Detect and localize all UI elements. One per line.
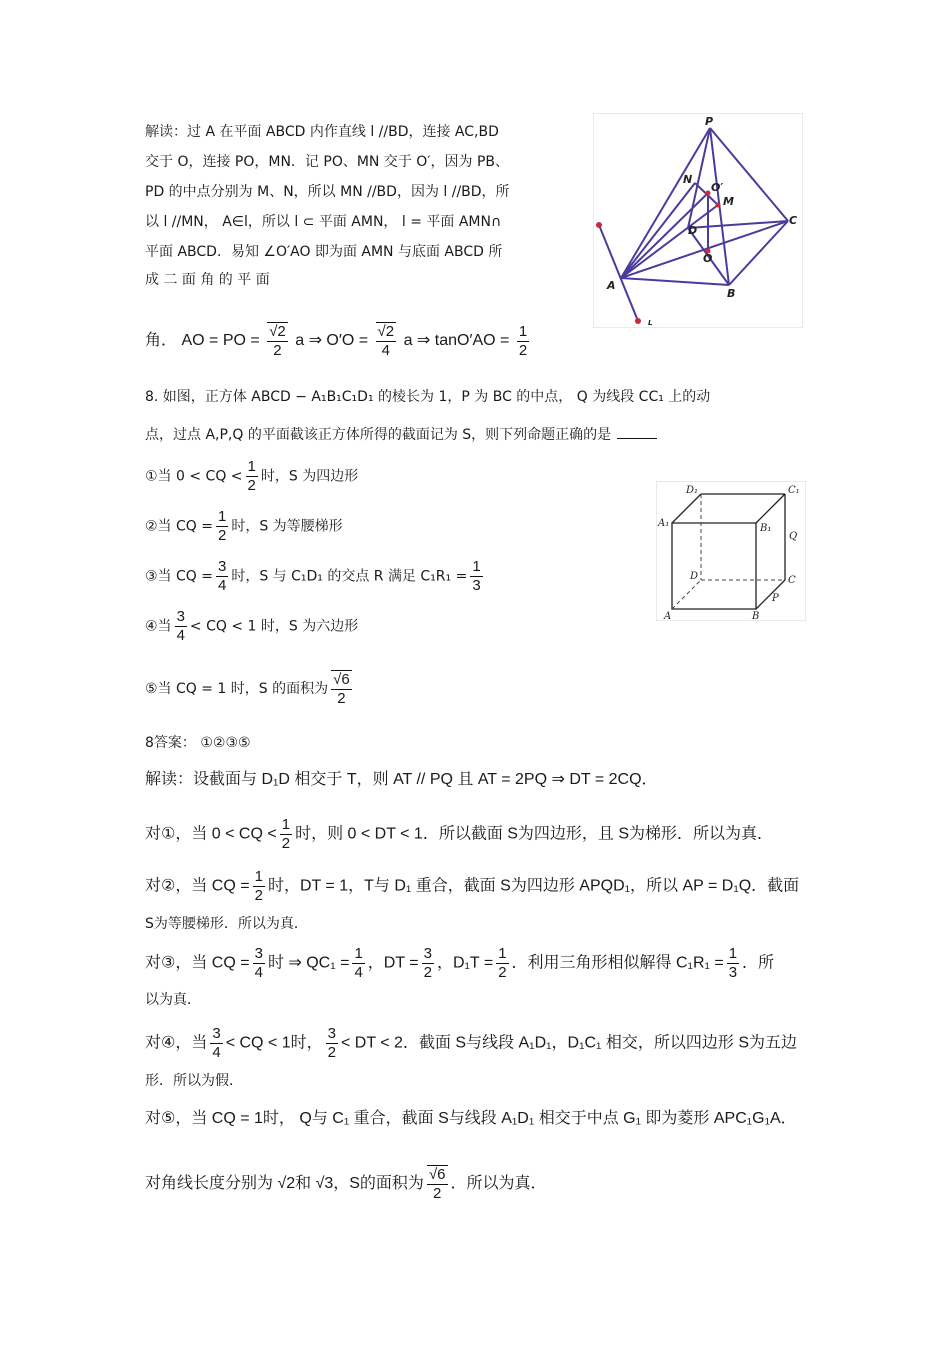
cube-figure [656,481,806,621]
text: a ⇒ O′O = [295,332,369,350]
label-C: C [789,214,798,227]
option-5 [145,670,355,708]
label-P: P [772,593,779,604]
fraction: $\frac{1}{2}$ [518,322,528,359]
label-Q: Q [789,531,798,542]
label-O-prime: O′ [711,181,724,194]
label-A1: A₁ [658,518,670,529]
label-D1: D₁ [686,485,699,496]
text: ，D₁T = [436,954,494,972]
label-A: A [664,611,672,621]
text: < CQ < 1时， [225,1034,323,1052]
text: 时，S 与 C₁D₁ 的交点 R 满足 C₁R₁ = [231,568,468,585]
fraction: $\frac{1}{4}$ [354,945,363,981]
text: 时，DT = 1，T与 D₁ 重合，截面 S为四边形 APQD₁，所以 AP = D₁Q．截面 [267,877,800,895]
text: ①当 0 < CQ < [145,468,243,485]
option-3 [145,558,486,595]
label-C: C [788,575,796,586]
text: 对②，当 CQ = [145,877,250,895]
option-1 [145,458,358,495]
fraction: $\frac{3}{4}$ [176,608,185,644]
fraction: $\frac{3}{4}$ [254,945,263,981]
text: 对③，当 CQ = [145,954,250,972]
text: ⑤当 CQ = 1 时，S 的面积为 [145,681,329,697]
pyramid-figure [593,113,803,328]
text: 时 ⇒ QC₁ = [267,954,350,972]
q8-stem-1: 8. 如图，正方体 ABCD − A₁B₁C₁D₁ 的棱长为 1，P 为 BC 的中点， Q 为线段 CC₁ 上的动 [145,389,711,405]
answer-line-3 [145,945,774,982]
label-O: O [703,252,713,265]
text: 时，则 0 < DT < 1．所以截面 S为四边形，且 S为梯形．所以为真． [295,825,774,843]
fraction: $\frac{1}{2}$ [498,945,507,981]
text: ②当 CQ = [145,518,213,535]
answer-head: 8答案： ①②③⑤ [145,735,251,751]
answer-line-5: 对⑤，当 CQ = 1时， Q与 C₁ 重合，截面 S与线段 A₁D₁ 相交于中点 G₁ 即为菱形 APC₁G₁A． [145,1110,797,1127]
answer-blank [617,438,657,439]
fraction: $\frac{√2}{4}$ [377,323,395,359]
answer-line-2 [145,868,799,905]
prev-line-7 [145,322,532,360]
prev-line-6: 成 二 面 角 的 平 面 [145,272,270,288]
label-D: D [690,571,699,582]
text: a ⇒ tanO′AO = [403,332,510,350]
option-4 [145,608,358,645]
fraction: $\frac{3}{2}$ [327,1025,336,1061]
label-B: B [752,611,760,621]
label-M: M [723,195,734,208]
fraction: $\frac{1}{2}$ [217,508,227,544]
fraction: $\frac{1}{3}$ [728,945,738,981]
label-B1: B₁ [760,523,772,534]
text: ．所 [742,954,775,972]
label-P: P [705,115,714,128]
prev-line-1: 解读：过 A 在平面 ABCD 内作直线 l //BD，连接 AC,BD [145,124,499,140]
label-N: N [683,173,693,186]
fraction: $\frac{1}{2}$ [247,458,256,494]
text: 对④，当 [145,1034,208,1052]
fraction: $\frac{3}{2}$ [423,945,432,981]
prev-line-3: PD 的中点分别为 M、N，所以 MN //BD，因为 l //BD，所 [145,184,510,200]
text: ④当 [145,618,172,635]
text: ，DT = [367,954,419,972]
text: < CQ < 1 时，S 为六边形 [189,618,359,635]
fraction: $\frac{1}{2}$ [281,816,291,852]
text: 对角线长度分别为 √2和 √3，S的面积为 [145,1175,424,1193]
answer-line-1 [145,816,773,853]
fraction: $\frac{√2}{2}$ [269,323,286,359]
text: 时，S 为等腰梯形 [231,518,343,535]
text: ③当 CQ = [145,568,213,585]
label-L: L [648,319,653,327]
label-B: B [727,287,736,300]
prev-line-2: 交于 O，连接 PO，MN．记 PO、MN 交于 O′，因为 PB、 [145,154,509,170]
fraction: $\frac{1}{3}$ [472,558,481,594]
answer-line-0: 解读：设截面与 D₁D 相交于 T，则 AT // PQ 且 AT = 2PQ ⇒ DT = 2CQ． [145,771,658,788]
fraction: $\frac{3}{4}$ [217,558,227,594]
text: < DT < 2．截面 S与线段 A₁D₁，D₁C₁ 相交，所以四边形 S为五边 [340,1034,798,1052]
label-D: D [688,224,698,237]
fraction: $\frac{√6}{2}$ [333,671,350,707]
text: 点，过点 A,P,Q 的平面截该正方体所得的截面记为 S，则下列命题正确的是 [145,427,612,443]
answer-line-2b: S为等腰梯形．所以为真． [145,916,308,932]
text: 对①，当 0 < CQ < [145,825,277,843]
fraction: $\frac{√6}{2}$ [428,1166,446,1202]
prev-line-5: 平面 ABCD．易知 ∠O′AO 即为面 AMN 与底面 ABCD 所 [145,244,503,260]
fraction: $\frac{1}{2}$ [254,868,263,904]
option-2 [145,508,343,545]
text: 角． [145,332,178,350]
answer-line-4 [145,1025,797,1062]
answer-line-6 [145,1165,547,1203]
fraction: $\frac{3}{4}$ [212,1025,221,1061]
text: 时，S 为四边形 [260,468,359,485]
label-A: A [607,279,616,292]
answer-line-3b: 以为真． [145,992,201,1008]
prev-line-4: 以 l //MN， A∈l，所以 l ⊂ 平面 AMN， l = 平面 AMN∩ [145,214,502,230]
text: ．利用三角形相似解得 C₁R₁ = [511,954,724,972]
answer-line-4b: 形．所以为假． [145,1073,243,1089]
q8-stem-2 [145,425,657,445]
text: AO = PO = [181,332,260,350]
text: ．所以为真． [450,1175,547,1193]
label-C1: C₁ [788,485,800,496]
